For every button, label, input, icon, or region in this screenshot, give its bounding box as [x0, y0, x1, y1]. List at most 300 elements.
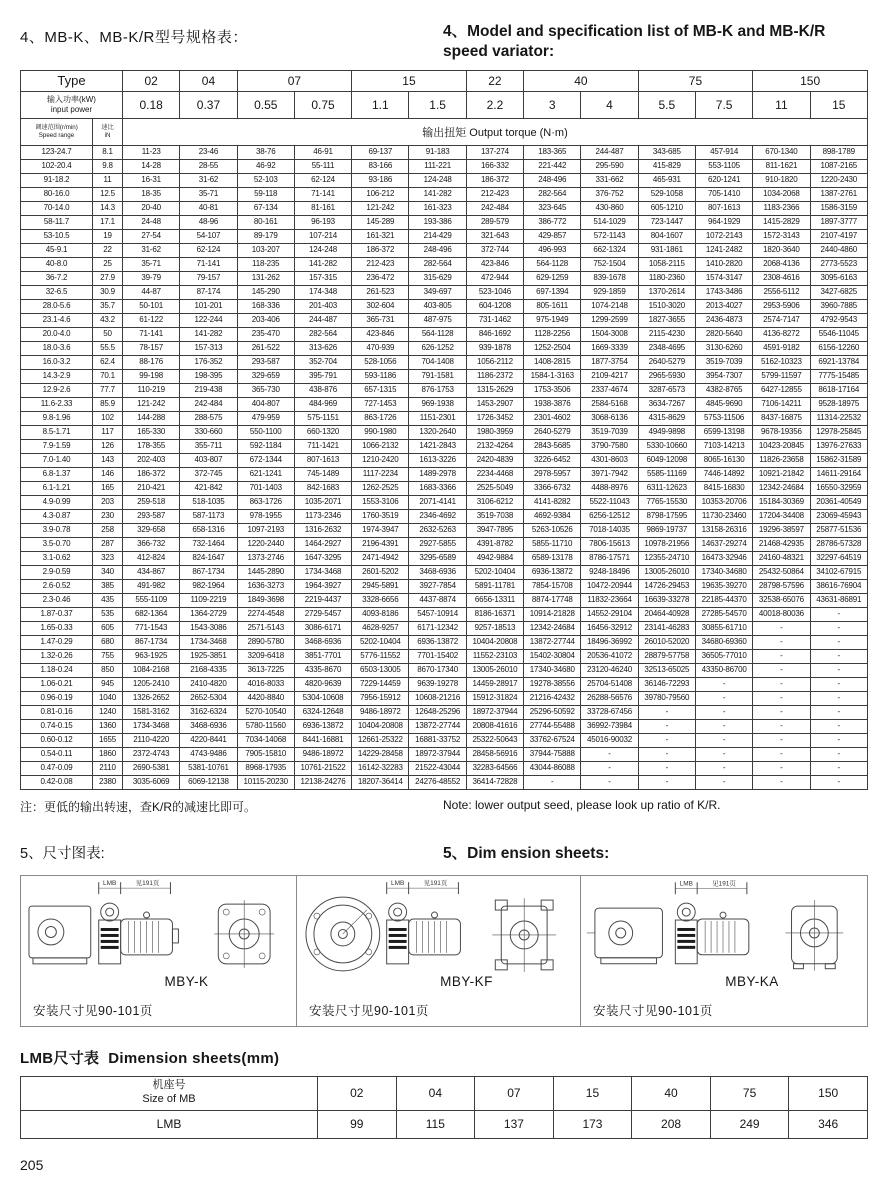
table-row	[21, 495, 868, 509]
torque-cell: 2115-4230	[638, 327, 695, 341]
torque-cell: 25432-50864	[753, 565, 810, 579]
torque-cell: 621-1241	[237, 467, 294, 481]
torque-cell: 731-1462	[466, 313, 523, 327]
torque-cell: 5891-11781	[466, 579, 523, 593]
torque-cell: 5799-11597	[753, 369, 810, 383]
speed-range-cell: 91-18.2	[21, 173, 93, 187]
torque-cell: 26288-56576	[581, 691, 638, 705]
torque-cell: 2337-4674	[581, 383, 638, 397]
torque-cell: -	[695, 747, 752, 761]
torque-cell: 91-183	[409, 145, 466, 159]
torque-cell: -	[695, 705, 752, 719]
torque-cell: 3130-6260	[695, 341, 752, 355]
torque-cell: 3960-7885	[810, 299, 867, 313]
torque-cell: 1877-3754	[581, 355, 638, 369]
torque-cell: 697-1394	[524, 285, 581, 299]
torque-cell: 1109-2219	[180, 593, 237, 607]
input-power-label-en: input power	[50, 104, 93, 114]
torque-cell: 28458-56916	[466, 747, 523, 761]
speed-range-cell: 8.5-1.71	[21, 425, 93, 439]
speed-range-cell: 1.06-0.21	[21, 677, 93, 691]
type-header: Type	[21, 70, 123, 91]
speed-range-cell: 2.3-0.46	[21, 593, 93, 607]
torque-cell: 791-1581	[409, 369, 466, 383]
torque-cell: -	[695, 677, 752, 691]
torque-cell: -	[695, 775, 752, 789]
torque-cell: 1410-2820	[695, 257, 752, 271]
torque-cell: 1326-2652	[123, 691, 180, 705]
torque-cell: -	[638, 705, 695, 719]
torque-cell: 193-386	[409, 215, 466, 229]
torque-cell: 839-1678	[581, 271, 638, 285]
torque-cell: 1849-3698	[237, 593, 294, 607]
torque-cell: 403-807	[180, 453, 237, 467]
torque-cell: 2440-4860	[810, 243, 867, 257]
table-row	[21, 313, 868, 327]
ratio-cell: 17.1	[93, 215, 123, 229]
torque-cell: -	[638, 747, 695, 761]
torque-cell: 39-79	[123, 271, 180, 285]
torque-cell: 24-48	[123, 215, 180, 229]
table-row	[21, 257, 868, 271]
torque-cell: 1734-3468	[294, 565, 351, 579]
torque-cell: 16142-32283	[352, 761, 409, 775]
torque-cell: 12978-25845	[810, 425, 867, 439]
table-row	[21, 187, 868, 201]
table-row	[21, 467, 868, 481]
speed-range-cell: 53-10.5	[21, 229, 93, 243]
torque-cell: 2420-4839	[466, 453, 523, 467]
torque-cell: 3328-6656	[352, 593, 409, 607]
torque-cell: 124-248	[409, 173, 466, 187]
torque-cell: 295-590	[581, 159, 638, 173]
torque-cell: -	[753, 691, 810, 705]
lmb-value-row	[21, 1110, 868, 1138]
torque-cell: 386-772	[524, 215, 581, 229]
torque-cell: 107-214	[294, 229, 351, 243]
torque-cell: 46-91	[294, 145, 351, 159]
torque-cell: 124-248	[294, 243, 351, 257]
torque-cell: 2773-5523	[810, 257, 867, 271]
torque-cell: 20464-40928	[638, 607, 695, 621]
torque-cell: 2308-4616	[753, 271, 810, 285]
torque-cell: 4016-8033	[237, 677, 294, 691]
torque-cell: 15402-30804	[524, 649, 581, 663]
torque-cell: 261-522	[237, 341, 294, 355]
torque-cell: -	[810, 635, 867, 649]
torque-cell: 261-523	[352, 285, 409, 299]
torque-cell: 3295-6589	[409, 551, 466, 565]
lmb-value-cell: 173	[553, 1110, 632, 1138]
torque-cell: 1980-3959	[466, 425, 523, 439]
torque-cell: -	[581, 775, 638, 789]
torque-cell: 111-221	[409, 159, 466, 173]
torque-cell: 14726-29453	[638, 579, 695, 593]
torque-cell: 4743-9486	[180, 747, 237, 761]
table-row	[21, 481, 868, 495]
torque-cell: 3035-6069	[123, 775, 180, 789]
torque-cell: 8874-17748	[524, 593, 581, 607]
torque-cell: 7446-14892	[695, 467, 752, 481]
torque-cell: 96-193	[294, 215, 351, 229]
table-row	[21, 537, 868, 551]
torque-cell: 2436-4873	[695, 313, 752, 327]
torque-cell: 2348-4695	[638, 341, 695, 355]
ratio-cell: 55.5	[93, 341, 123, 355]
torque-cell: 89-179	[237, 229, 294, 243]
power-value-header: 0.75	[294, 91, 351, 118]
torque-cell: 14229-28458	[352, 747, 409, 761]
torque-cell: 19635-39270	[695, 579, 752, 593]
torque-cell: 15862-31589	[810, 453, 867, 467]
torque-cell: 9486-18972	[294, 747, 351, 761]
torque-cell: 7854-15708	[524, 579, 581, 593]
torque-cell: -	[810, 607, 867, 621]
torque-cell: 118-235	[237, 257, 294, 271]
torque-cell: 658-1316	[180, 523, 237, 537]
torque-cell: 6936-13872	[409, 635, 466, 649]
torque-cell: 745-1489	[294, 467, 351, 481]
torque-cell: 110-219	[123, 383, 180, 397]
torque-cell: 293-587	[237, 355, 294, 369]
torque-cell: 3613-7225	[237, 663, 294, 677]
torque-cell: 1117-2234	[352, 467, 409, 481]
torque-cell: 52-103	[237, 173, 294, 187]
torque-cell: 529-1058	[638, 187, 695, 201]
torque-cell: 3927-7854	[409, 579, 466, 593]
mb-size-cell: 15	[553, 1076, 632, 1110]
torque-cell: 212-423	[352, 257, 409, 271]
torque-cell: 457-914	[695, 145, 752, 159]
speed-range-cell: 102-20.4	[21, 159, 93, 173]
torque-cell: 71-141	[180, 257, 237, 271]
torque-cell: -	[695, 761, 752, 775]
torque-cell: 32513-65025	[638, 663, 695, 677]
torque-cell: 412-824	[123, 551, 180, 565]
speed-range-cell: 4.3-0.87	[21, 509, 93, 523]
torque-cell: 19278-38556	[524, 677, 581, 691]
torque-cell: 36992-73984	[581, 719, 638, 733]
torque-cell: 2071-4141	[409, 495, 466, 509]
torque-cell: 5776-11552	[352, 649, 409, 663]
ratio-cell: 945	[93, 677, 123, 691]
torque-cell: 6599-13198	[695, 425, 752, 439]
spec-header-row-torque	[21, 118, 868, 145]
torque-cell: 415-829	[638, 159, 695, 173]
torque-cell: 4315-8629	[638, 411, 695, 425]
torque-cell: 670-1340	[753, 145, 810, 159]
page-number: 205	[20, 1156, 44, 1173]
power-value-header: 0.37	[180, 91, 237, 118]
torque-cell: 5522-11043	[581, 495, 638, 509]
torque-cell: -	[753, 649, 810, 663]
torque-cell: 929-1859	[581, 285, 638, 299]
torque-cell: 8415-16830	[695, 481, 752, 495]
torque-cell: 4420-8840	[237, 691, 294, 705]
torque-cell: 293-587	[123, 509, 180, 523]
torque-cell: -	[810, 621, 867, 635]
page-ref-label: 见191页	[712, 879, 736, 887]
ratio-cell: 340	[93, 565, 123, 579]
note-zh: 注：更低的输出转速，查K/R的减速比即可。	[20, 799, 257, 814]
torque-cell: 11832-23664	[581, 593, 638, 607]
torque-cell: 1128-2256	[524, 327, 581, 341]
torque-cell: 46-92	[237, 159, 294, 173]
torque-cell: -	[810, 705, 867, 719]
speed-range-cell: 2.6-0.52	[21, 579, 93, 593]
torque-cell: 10472-20944	[581, 579, 638, 593]
torque-cell: 9639-19278	[409, 677, 466, 691]
torque-cell: 219-438	[180, 383, 237, 397]
torque-cell: 40-81	[180, 201, 237, 215]
model-label: MBY-KA	[725, 973, 779, 989]
table-row	[21, 719, 868, 733]
torque-cell: 438-876	[294, 383, 351, 397]
torque-cell: 15184-30369	[753, 495, 810, 509]
torque-cell: 36505-77010	[695, 649, 752, 663]
torque-cell: 349-697	[409, 285, 466, 299]
torque-cell: 34102-67915	[810, 565, 867, 579]
mb-size-cell: 07	[475, 1076, 554, 1110]
torque-cell: 1464-2927	[294, 537, 351, 551]
torque-cell: 4141-8282	[524, 495, 581, 509]
speed-range-label-en: Speed range	[38, 131, 75, 139]
torque-cell: 4820-9639	[294, 677, 351, 691]
torque-cell: 7765-15530	[638, 495, 695, 509]
torque-cell: 83-166	[352, 159, 409, 173]
torque-cell: 4949-9898	[638, 425, 695, 439]
ratio-cell: 1860	[93, 747, 123, 761]
mb-size-cell: 75	[710, 1076, 789, 1110]
torque-cell: 30855-61710	[695, 621, 752, 635]
torque-cell: 248-496	[524, 173, 581, 187]
torque-cell: 23141-46283	[638, 621, 695, 635]
torque-cell: 1510-3020	[638, 299, 695, 313]
torque-cell: 1669-3339	[581, 341, 638, 355]
torque-cell: 71-141	[294, 187, 351, 201]
torque-cell: 48-96	[180, 215, 237, 229]
torque-cell: 17340-34680	[524, 663, 581, 677]
torque-cell: 323-645	[524, 201, 581, 215]
ratio-header	[93, 118, 123, 145]
torque-cell: 13976-27633	[810, 439, 867, 453]
torque-cell: 1074-2148	[581, 299, 638, 313]
torque-cell: 186-372	[352, 243, 409, 257]
torque-cell: 16881-33752	[409, 733, 466, 747]
speed-range-cell: 1.47-0.29	[21, 635, 93, 649]
torque-cell: 10921-21842	[753, 467, 810, 481]
torque-cell: 24160-48321	[753, 551, 810, 565]
power-value-header: 0.55	[237, 91, 294, 118]
torque-cell: 2927-5855	[409, 537, 466, 551]
torque-cell: 12355-24710	[638, 551, 695, 565]
table-row	[21, 649, 868, 663]
speed-range-cell: 6.8-1.37	[21, 467, 93, 481]
speed-range-cell: 3.9-0.78	[21, 523, 93, 537]
lmb-value-cell: 249	[710, 1110, 789, 1138]
torque-cell: 1415-2829	[753, 215, 810, 229]
power-value-header: 1.1	[352, 91, 409, 118]
torque-cell: 564-1128	[524, 257, 581, 271]
torque-cell: 1581-3162	[123, 705, 180, 719]
speed-range-cell: 14.3-2.9	[21, 369, 93, 383]
torque-cell: 3086-6171	[294, 621, 351, 635]
table-row	[21, 159, 868, 173]
torque-cell: 25877-51536	[810, 523, 867, 537]
torque-cell: 6156-12260	[810, 341, 867, 355]
torque-cell: 23120-46240	[581, 663, 638, 677]
torque-cell: 2640-5279	[638, 355, 695, 369]
page-ref-label: 见191页	[135, 879, 160, 887]
power-value-header: 1.5	[409, 91, 466, 118]
torque-cell: 1220-2440	[237, 537, 294, 551]
dimension-diagrams	[20, 875, 868, 1027]
ratio-cell: 203	[93, 495, 123, 509]
torque-cell: 28798-57596	[753, 579, 810, 593]
torque-cell: 1183-2366	[753, 201, 810, 215]
torque-cell: 10353-20706	[695, 495, 752, 509]
torque-cell: 9486-18972	[352, 705, 409, 719]
torque-cell: -	[753, 733, 810, 747]
torque-cell: 4591-9182	[753, 341, 810, 355]
table-row	[21, 369, 868, 383]
table-row	[21, 327, 868, 341]
ratio-cell: 1240	[93, 705, 123, 719]
type-size-header: 150	[753, 70, 868, 91]
power-value-header: 3	[524, 91, 581, 118]
torque-cell: 366-732	[123, 537, 180, 551]
torque-cell: 472-944	[466, 271, 523, 285]
torque-cell: 2584-5168	[581, 397, 638, 411]
torque-cell: 8968-17935	[237, 761, 294, 775]
torque-cell: 863-1726	[352, 411, 409, 425]
torque-cell: 14611-29164	[810, 467, 867, 481]
torque-cell: -	[810, 677, 867, 691]
torque-cell: -	[695, 691, 752, 705]
torque-cell: 12661-25322	[352, 733, 409, 747]
torque-cell: 25704-51408	[581, 677, 638, 691]
speed-range-cell: 9.8-1.96	[21, 411, 93, 425]
lmb-value-cell: 137	[475, 1110, 554, 1138]
torque-cell: 6936-13872	[294, 719, 351, 733]
ratio-cell: 435	[93, 593, 123, 607]
lmb-value-cell: 346	[789, 1110, 868, 1138]
torque-cell: -	[753, 621, 810, 635]
torque-cell: 10423-20845	[753, 439, 810, 453]
torque-cell: 5546-11045	[810, 327, 867, 341]
torque-cell: 727-1453	[352, 397, 409, 411]
torque-cell: 1186-2372	[466, 369, 523, 383]
torque-cell: 1056-2112	[466, 355, 523, 369]
torque-cell: 32283-64566	[466, 761, 523, 775]
torque-cell: 6921-13784	[810, 355, 867, 369]
ratio-cell: 50	[93, 327, 123, 341]
torque-cell: 141-282	[180, 327, 237, 341]
note-en: Note: lower output seed, please look up ratio of K/R.	[443, 797, 721, 812]
torque-cell: 13872-27744	[409, 719, 466, 733]
speed-range-cell: 0.74-0.15	[21, 719, 93, 733]
torque-cell: 1320-2640	[409, 425, 466, 439]
torque-cell: 605-1210	[638, 201, 695, 215]
torque-cell: 203-406	[237, 313, 294, 327]
torque-cell: 1220-2430	[810, 173, 867, 187]
torque-cell: 16639-33278	[638, 593, 695, 607]
torque-cell: 35-71	[180, 187, 237, 201]
torque-cell: 24276-48552	[409, 775, 466, 789]
torque-cell: 2632-5263	[409, 523, 466, 537]
torque-cell: 555-1109	[123, 593, 180, 607]
torque-cell: 491-982	[123, 579, 180, 593]
torque-cell: 2945-5891	[352, 579, 409, 593]
speed-range-cell: 3.5-0.70	[21, 537, 93, 551]
ratio-cell: 30.9	[93, 285, 123, 299]
torque-cell: 3468-6936	[180, 719, 237, 733]
table-row	[21, 551, 868, 565]
torque-cell: -	[695, 719, 752, 733]
torque-cell: 8065-16130	[695, 453, 752, 467]
torque-cell: -	[810, 719, 867, 733]
torque-cell: 122-244	[180, 313, 237, 327]
torque-cell: 17340-34680	[695, 565, 752, 579]
torque-cell: 465-931	[638, 173, 695, 187]
torque-cell: 3790-7580	[581, 439, 638, 453]
torque-cell: 25322-50643	[466, 733, 523, 747]
torque-cell: 10978-21956	[638, 537, 695, 551]
torque-cell: 587-1173	[180, 509, 237, 523]
torque-cell: 131-262	[237, 271, 294, 285]
torque-cell: -	[753, 635, 810, 649]
torque-cell: 514-1029	[581, 215, 638, 229]
torque-cell: 2978-5957	[524, 467, 581, 481]
torque-cell: 44-87	[123, 285, 180, 299]
ratio-cell: 323	[93, 551, 123, 565]
torque-cell: 282-564	[409, 257, 466, 271]
torque-cell: 1574-3147	[695, 271, 752, 285]
ratio-cell: 12.5	[93, 187, 123, 201]
torque-cell: 14637-29274	[695, 537, 752, 551]
torque-cell: 8798-17595	[638, 509, 695, 523]
torque-cell: 5304-10608	[294, 691, 351, 705]
table-row	[21, 635, 868, 649]
torque-cell: 12648-25296	[409, 705, 466, 719]
ratio-cell: 27.9	[93, 271, 123, 285]
ratio-cell: 11	[93, 173, 123, 187]
torque-cell: 16456-32912	[581, 621, 638, 635]
torque-cell: 518-1035	[180, 495, 237, 509]
lmb-heading	[20, 1047, 868, 1068]
torque-cell: -	[581, 747, 638, 761]
torque-cell: 1827-3655	[638, 313, 695, 327]
torque-cell: 4382-8765	[695, 383, 752, 397]
torque-cell: 704-1408	[409, 355, 466, 369]
model-label: MBY-KF	[440, 973, 493, 989]
torque-cell: 5330-10660	[638, 439, 695, 453]
torque-cell: 248-496	[409, 243, 466, 257]
table-row	[21, 607, 868, 621]
diagram-panel	[21, 876, 297, 1026]
type-size-header: 15	[352, 70, 467, 91]
torque-cell: 236-472	[352, 271, 409, 285]
torque-cell: 2109-4217	[581, 369, 638, 383]
torque-cell: 6589-13178	[524, 551, 581, 565]
torque-cell: 329-659	[237, 369, 294, 383]
speed-range-cell: 0.47-0.09	[21, 761, 93, 775]
torque-cell: 244-487	[581, 145, 638, 159]
torque-cell: 2601-5202	[352, 565, 409, 579]
torque-cell: -	[810, 761, 867, 775]
speed-range-cell: 40-8.0	[21, 257, 93, 271]
torque-cell: 43631-86891	[810, 593, 867, 607]
